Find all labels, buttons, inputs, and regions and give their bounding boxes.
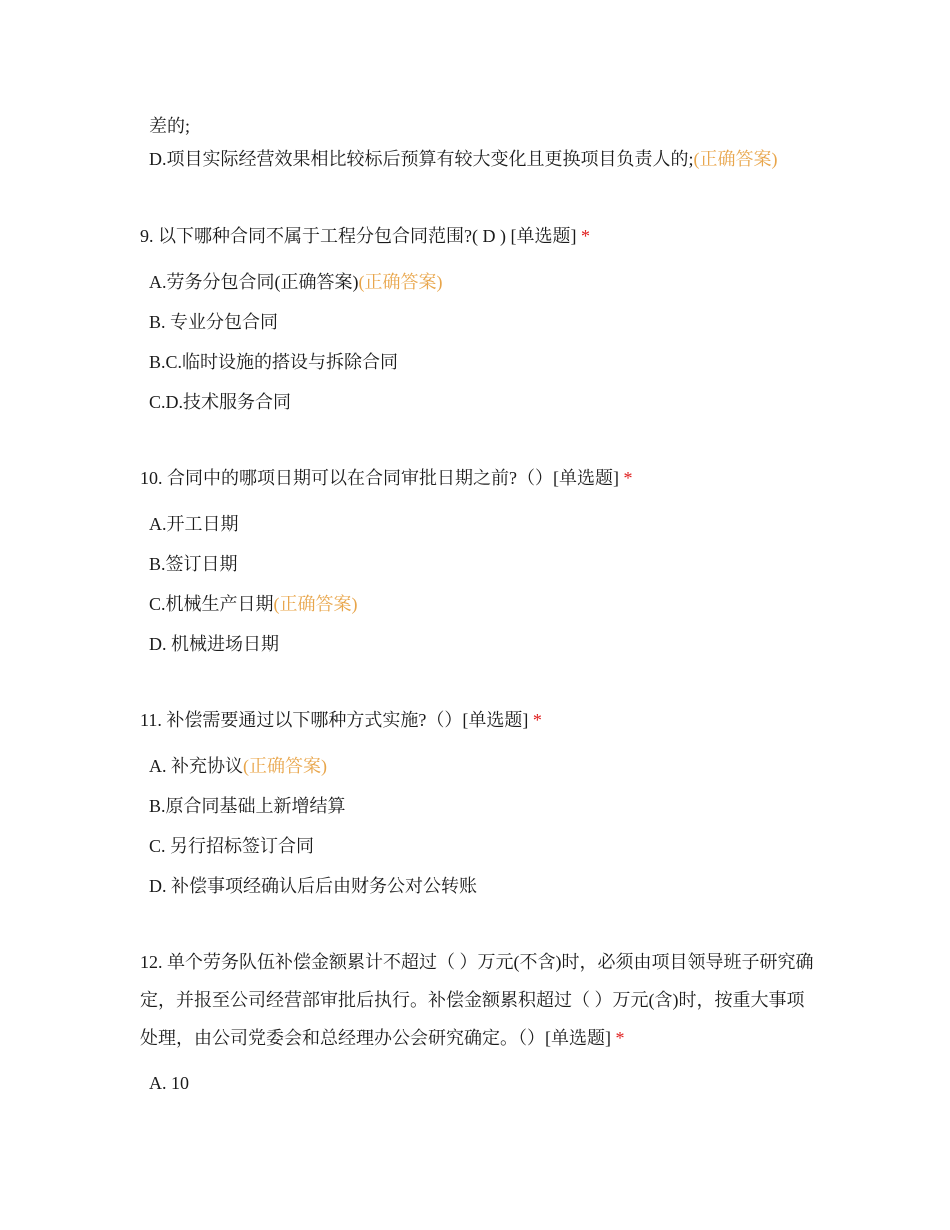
option-text: B.C.临时设施的搭设与拆除合同 <box>149 352 399 372</box>
question-11-option-d[interactable] <box>149 874 477 898</box>
question-11-option-c[interactable] <box>149 834 314 858</box>
question-10-title <box>140 466 632 490</box>
question-9-option-a[interactable] <box>149 270 443 294</box>
required-marker: * <box>615 1028 625 1048</box>
required-marker: * <box>623 468 633 488</box>
question-text: 11. 补偿需要通过以下哪种方式实施?（）[单选题] <box>140 710 529 730</box>
correct-answer-marker: (正确答案) <box>358 272 443 292</box>
option-text: B.签订日期 <box>149 554 238 574</box>
question-11-option-a[interactable] <box>149 754 327 778</box>
required-marker: * <box>580 226 590 246</box>
continuation-text: 差的; <box>149 116 191 136</box>
option-text: A. 补充协议 <box>149 756 243 776</box>
question-11-title <box>140 708 542 732</box>
question-12-title <box>140 943 820 1057</box>
option-text: C.D.技术服务合同 <box>149 392 292 412</box>
question-10-option-a[interactable] <box>149 512 239 536</box>
option-text: B. 专业分包合同 <box>149 312 279 332</box>
option-text: D.项目实际经营效果相比较标后预算有较大变化且更换项目负责人的; <box>149 149 694 169</box>
question-12-option-a[interactable] <box>149 1071 189 1095</box>
option-text: C. 另行招标签订合同 <box>149 836 315 856</box>
required-marker: * <box>532 710 542 730</box>
correct-answer-marker: (正确答案) <box>273 594 358 614</box>
question-text: 9. 以下哪种合同不属于工程分包合同范围?( D ) [单选题] <box>140 226 577 246</box>
question-9-option-d[interactable] <box>149 390 291 414</box>
question-11-option-b[interactable] <box>149 794 346 818</box>
option-text: D. 机械进场日期 <box>149 634 279 654</box>
option-text: B.原合同基础上新增结算 <box>149 796 346 816</box>
question-9-option-c[interactable] <box>149 350 398 374</box>
question-text: 10. 合同中的哪项日期可以在合同审批日期之前?（）[单选题] <box>140 468 619 488</box>
question-9-title <box>140 224 590 248</box>
question-9-option-b[interactable] <box>149 310 278 334</box>
option-text: A.劳务分包合同(正确答案) <box>149 272 359 292</box>
question-text: 12. 单个劳务队伍补偿金额累计不超过（ ）万元(不含)时，必须由项目领导班子研究确定，并报至公司经营部审批后执行。补偿金额累积超过（ ）万元(含)时，按重大事项处理，由公司党委会和总经理办公会研究确定。（）[单选题] <box>140 952 814 1048</box>
option-text: D. 补偿事项经确认后后由财务公对公转账 <box>149 876 477 896</box>
option-text: A. 10 <box>149 1073 189 1093</box>
question-10-option-d[interactable] <box>149 632 279 656</box>
option-text: C.机械生产日期 <box>149 594 274 614</box>
question-10-option-b[interactable] <box>149 552 238 576</box>
correct-answer-marker: (正确答案) <box>693 149 778 169</box>
correct-answer-marker: (正确答案) <box>243 756 327 776</box>
prev-question-continuation <box>149 114 190 138</box>
option-text: A.开工日期 <box>149 514 239 534</box>
question-10-option-c[interactable] <box>149 592 358 616</box>
prev-option-d <box>149 147 778 171</box>
